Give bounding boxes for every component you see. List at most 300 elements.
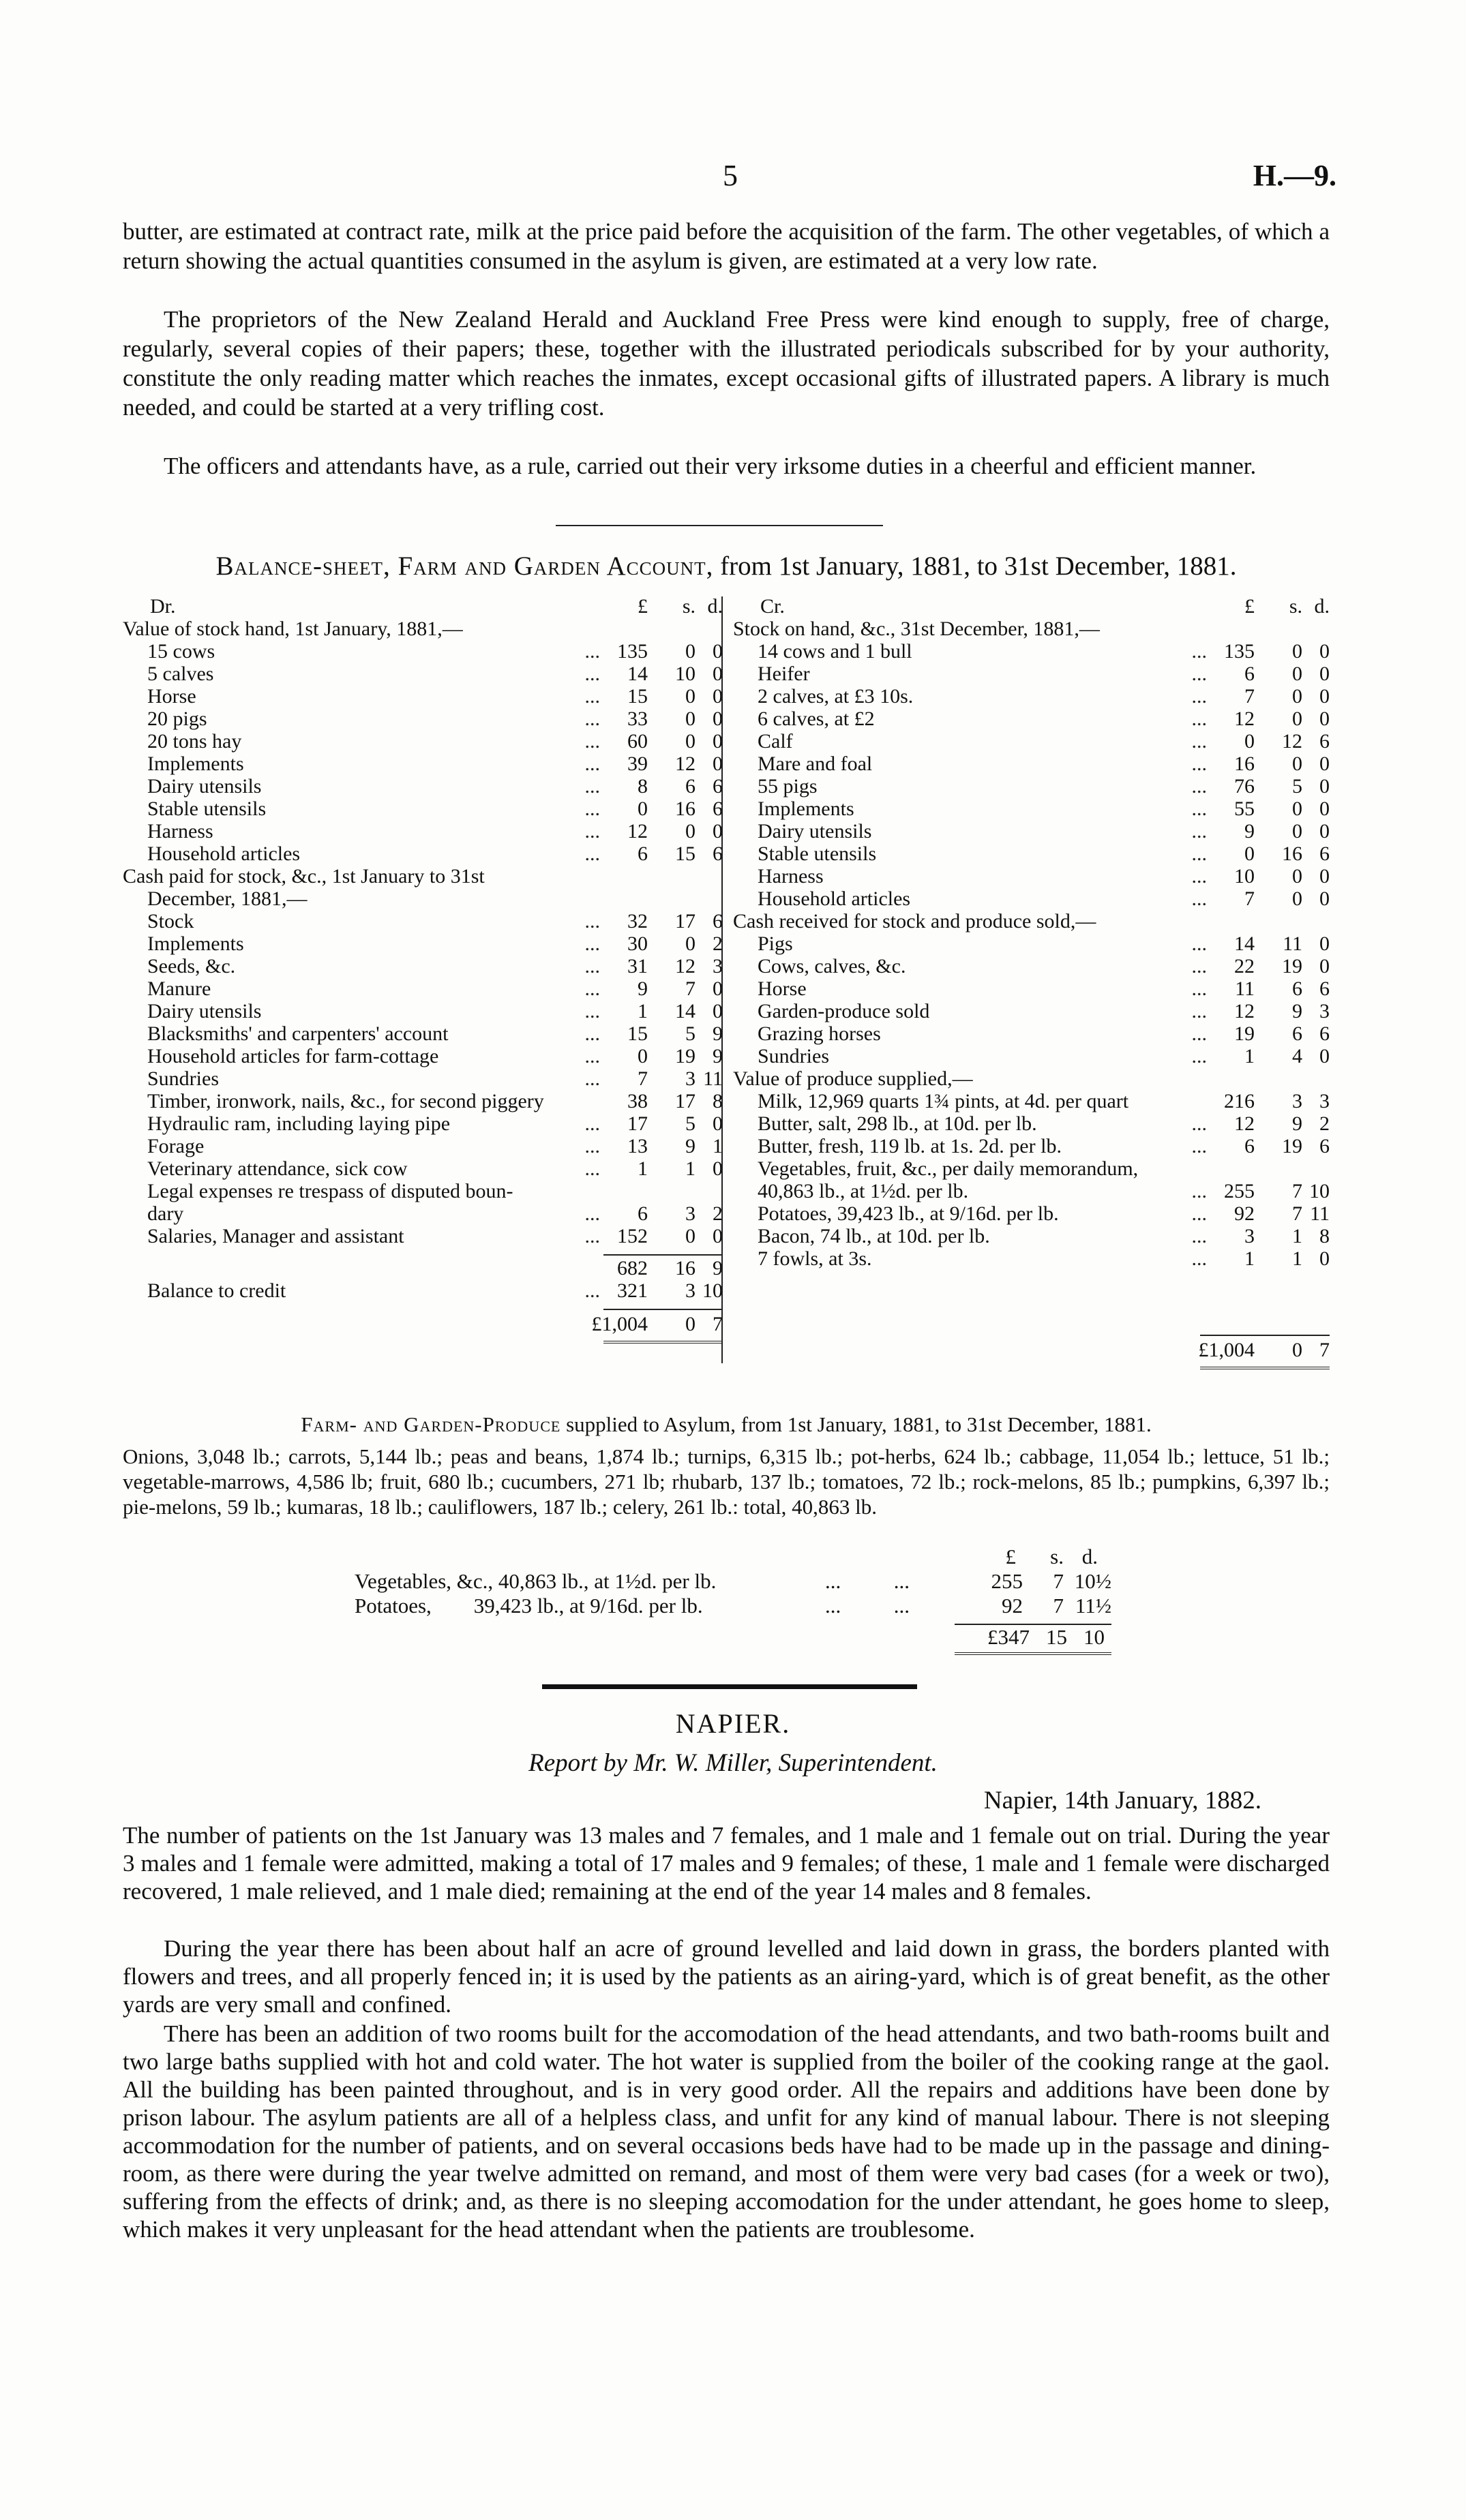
credit-header-row: [733, 595, 1330, 618]
debit-row: [123, 775, 723, 798]
credit-amount-s: 9: [1292, 1000, 1302, 1022]
debit-amount-d: 6: [713, 842, 723, 865]
debit-row-label: Implements: [147, 753, 244, 775]
debit-row: [123, 618, 723, 640]
produce-title: [123, 1412, 1330, 1437]
credit-row-label: 55 pigs: [758, 775, 818, 798]
credit-amount-l: 135: [1224, 640, 1255, 663]
debit-amount-s: 0: [685, 708, 695, 730]
debit-row-label: Household articles for farm-cottage: [147, 1045, 439, 1067]
leader-dots: ...: [1191, 663, 1207, 685]
credit-amount-l: 6: [1244, 1135, 1255, 1157]
produce-total-d: 10: [1083, 1625, 1105, 1649]
leader-dots: ...: [1191, 1000, 1207, 1022]
debit-amount-s: 17: [675, 910, 695, 932]
debit-amount-d: 2: [713, 932, 723, 955]
debit-amount-l: 135: [617, 640, 648, 663]
debit-row-label: Dairy utensils: [147, 1000, 262, 1022]
credit-row-label: Butter, salt, 298 lb., at 10d. per lb.: [758, 1112, 1037, 1135]
leader-dots: ...: [1191, 775, 1207, 798]
debit-side-label: Dr.: [150, 595, 176, 618]
credit-amount-s: 0: [1292, 865, 1302, 887]
produce-amount-d: 11½: [1075, 1594, 1111, 1618]
leader-dots: ...: [1191, 887, 1207, 910]
credit-amount-s: 0: [1292, 820, 1302, 842]
credit-amount-d: 0: [1319, 663, 1330, 685]
leader-dots: ...: [584, 1000, 600, 1022]
credit-amount-d: 0: [1319, 820, 1330, 842]
total-rule: [603, 1309, 723, 1310]
debit-balance-d: 10: [702, 1279, 723, 1302]
credit-row: [733, 1180, 1330, 1202]
leader-dots: ...: [584, 1279, 600, 1302]
credit-amount-l: 9: [1244, 820, 1255, 842]
debit-amount-d: 3: [713, 955, 723, 977]
debit-amount-l: 13: [627, 1135, 648, 1157]
credit-amount-s: 7: [1292, 1202, 1302, 1225]
credit-amount-d: 0: [1319, 1045, 1330, 1067]
credit-row-label: Cash received for stock and produce sold,—: [733, 910, 1096, 932]
debit-amount-s: 0: [685, 932, 695, 955]
debit-amount-d: 0: [713, 1225, 723, 1247]
credit-row: [733, 708, 1330, 730]
credit-row-label: Dairy utensils: [758, 820, 872, 842]
credit-amount-s: 19: [1282, 955, 1302, 977]
credit-row-label: Implements: [758, 798, 854, 820]
produce-header-row: [355, 1545, 1111, 1569]
leader-dots: ...: [1191, 1135, 1207, 1157]
credit-row-label: Harness: [758, 865, 824, 887]
debit-row: [123, 685, 723, 708]
leader-dots: ...: [584, 730, 600, 753]
debit-amount-l: 1: [638, 1157, 648, 1180]
credit-row: [733, 820, 1330, 842]
debit-row: [123, 1180, 723, 1202]
credit-amount-d: 0: [1319, 640, 1330, 663]
debit-total-d: 7: [713, 1313, 723, 1335]
produce-amount-l: 92: [1002, 1594, 1023, 1618]
leader-dots: ...: [584, 1067, 600, 1090]
leader-dots: ...: [1191, 955, 1207, 977]
leader-dots: ...: [1191, 1180, 1207, 1202]
debit-amount-d: 6: [713, 910, 723, 932]
debit-amount-s: 0: [685, 640, 695, 663]
leader-dots: ...: [584, 685, 600, 708]
debit-row-label: Household articles: [147, 842, 301, 865]
credit-amount-d: 0: [1319, 685, 1330, 708]
leader-dots: ...: [584, 1045, 600, 1067]
double-rule: [603, 1341, 723, 1346]
credit-amount-s: 19: [1282, 1135, 1302, 1157]
debit-amount-s: 0: [685, 730, 695, 753]
produce-amount-d: 10½: [1074, 1569, 1111, 1593]
debit-amount-l: 9: [638, 977, 648, 1000]
credit-amount-l: 22: [1234, 955, 1255, 977]
balance-sheet-title-caps: Balance-sheet, Farm and Garden Account,: [215, 551, 714, 581]
credit-amount-l: 12: [1234, 1000, 1255, 1022]
debit-amount-d: 0: [713, 753, 723, 775]
credit-amount-s: 0: [1292, 640, 1302, 663]
debit-row: [123, 1067, 723, 1090]
credit-row: [733, 910, 1330, 932]
debit-amount-l: 8: [638, 775, 648, 798]
credit-amount-d: 2: [1319, 1112, 1330, 1135]
leader-dots: ...: [1191, 1225, 1207, 1247]
section-divider: [556, 525, 883, 526]
debit-row: [123, 1022, 723, 1045]
credit-amount-s: 6: [1292, 977, 1302, 1000]
leader-dots: ...: [584, 708, 600, 730]
debit-row-label: Stock: [147, 910, 194, 932]
credit-amount-s: 7: [1292, 1180, 1302, 1202]
debit-row-label: Horse: [147, 685, 196, 708]
document-reference: H.—9.: [1253, 159, 1336, 192]
credit-amount-d: 0: [1319, 932, 1330, 955]
debit-amount-l: 32: [627, 910, 648, 932]
debit-amount-s: 14: [675, 1000, 695, 1022]
credit-row-label: Stable utensils: [758, 842, 877, 865]
credit-row-label: Value of produce supplied,—: [733, 1067, 973, 1090]
produce-col-d: d.: [1081, 1545, 1098, 1568]
produce-amount-s: 7: [1053, 1594, 1064, 1618]
debit-row-label: Forage: [147, 1135, 205, 1157]
credit-row: [733, 663, 1330, 685]
credit-amount-l: 0: [1244, 842, 1255, 865]
produce-col-l: £: [1005, 1545, 1016, 1568]
page-number: 5: [723, 159, 738, 192]
credit-row: [733, 1247, 1330, 1270]
credit-amount-s: 0: [1292, 663, 1302, 685]
debit-amount-l: 17: [627, 1112, 648, 1135]
debit-amount-d: 0: [713, 640, 723, 663]
credit-amount-s: 1: [1292, 1247, 1302, 1270]
balance-sheet-title: [123, 551, 1330, 581]
credit-row-label: Pigs: [758, 932, 793, 955]
produce-row: [355, 1594, 1111, 1618]
credit-amount-l: 55: [1234, 798, 1255, 820]
debit-row: [123, 977, 723, 1000]
credit-row-label: Cows, calves, &c.: [758, 955, 906, 977]
report-byline: Report by Mr. W. Miller, Superintendent.: [528, 1749, 938, 1777]
credit-row-label: Grazing horses: [758, 1022, 881, 1045]
debit-row-label: Timber, ironwork, nails, &c., for second piggery: [147, 1090, 544, 1112]
debit-col-d: d.: [707, 595, 723, 618]
balance-sheet-title-rest: from 1st January, 1881, to 31st December, 1881.: [713, 551, 1237, 581]
credit-amount-l: 216: [1224, 1090, 1255, 1112]
leader-dots: ...: [1191, 708, 1207, 730]
total-rule: [1200, 1335, 1330, 1336]
debit-amount-l: 12: [627, 820, 648, 842]
debit-amount-d: 9: [713, 1045, 723, 1067]
napier-paragraph-2: During the year there has been about half an acre of ground levelled and laid down in grass, the borders planted with flowers and trees, and all properly fenced in; it is used by the patients as an airing-yard, which is of great benefit, as the other yards are very small and confined.: [123, 1935, 1330, 2018]
credit-row: [733, 977, 1330, 1000]
leader-dots: ...: [584, 1112, 600, 1135]
credit-ledger: [733, 595, 1330, 1372]
credit-row: [733, 775, 1330, 798]
debit-amount-l: 0: [638, 798, 648, 820]
credit-amount-l: 10: [1234, 865, 1255, 887]
credit-row: [733, 1112, 1330, 1135]
leader-dots: ...: [1191, 685, 1207, 708]
debit-row-label: Implements: [147, 932, 244, 955]
produce-amount-s: 7: [1053, 1569, 1064, 1593]
leader-dots: ...: [584, 1157, 600, 1180]
debit-amount-d: 0: [713, 730, 723, 753]
leader-dots: ...: [584, 798, 600, 820]
debit-amount-d: 1: [713, 1135, 723, 1157]
debit-total: [123, 1313, 723, 1335]
debit-balance: [123, 1279, 723, 1302]
debit-amount-d: 0: [713, 977, 723, 1000]
intro-paragraph-2: The proprietors of the New Zealand Herald and Auckland Free Press were kind enough to supply, free of charge, regularly, several copies of their papers; these, together with the illustrated periodicals subscribed for by your authority, constitute the only reading matter which reaches the inmates, except occasional gifts of illustrated papers. A library is much needed, and could be started at a very trifling cost.: [123, 306, 1330, 421]
leader-dots: ...: [1191, 932, 1207, 955]
debit-row: [123, 910, 723, 932]
credit-amount-d: 6: [1319, 842, 1330, 865]
debit-row-label: Hydraulic ram, including laying pipe: [147, 1112, 451, 1135]
credit-amount-d: 0: [1319, 775, 1330, 798]
credit-amount-l: 1: [1244, 1045, 1255, 1067]
debit-amount-l: 39: [627, 753, 648, 775]
debit-row: [123, 798, 723, 820]
credit-row-label: Sundries: [758, 1045, 829, 1067]
credit-amount-d: 0: [1319, 865, 1330, 887]
debit-row: [123, 753, 723, 775]
credit-row-label: Bacon, 74 lb., at 10d. per lb.: [758, 1225, 990, 1247]
credit-total-s: 0: [1292, 1339, 1302, 1361]
credit-amount-l: 7: [1244, 685, 1255, 708]
debit-row: [123, 1090, 723, 1112]
debit-amount-s: 10: [675, 663, 695, 685]
credit-row: [733, 730, 1330, 753]
report-dateline: Napier, 14th January, 1882.: [983, 1787, 1261, 1815]
debit-amount-d: 0: [713, 1000, 723, 1022]
produce-row: [355, 1569, 1111, 1594]
credit-amount-d: 0: [1319, 708, 1330, 730]
credit-row-label: Garden-produce sold: [758, 1000, 930, 1022]
credit-amount-l: 92: [1234, 1202, 1255, 1225]
credit-amount-d: 6: [1319, 730, 1330, 753]
produce-amount-l: 255: [991, 1569, 1023, 1593]
debit-row: [123, 820, 723, 842]
debit-row-label: December, 1881,—: [147, 887, 308, 910]
leader-dots: ...: [1191, 1045, 1207, 1067]
credit-amount-s: 0: [1292, 708, 1302, 730]
debit-balance-label: Balance to credit: [147, 1279, 286, 1302]
debit-row-label: Stable utensils: [147, 798, 267, 820]
leader-dots: ...: [584, 820, 600, 842]
credit-row-label: Milk, 12,969 quarts 1¾ pints, at 4d. per quart: [758, 1090, 1129, 1112]
debit-row-label: Seeds, &c.: [147, 955, 236, 977]
credit-amount-s: 6: [1292, 1022, 1302, 1045]
debit-total-s: 0: [685, 1313, 695, 1335]
debit-row: [123, 887, 723, 910]
debit-row-label: 5 calves: [147, 663, 214, 685]
credit-amount-l: 12: [1234, 708, 1255, 730]
leader-dots: ...: [1191, 640, 1207, 663]
debit-amount-s: 0: [685, 1225, 695, 1247]
debit-row-label: Veterinary attendance, sick cow: [147, 1157, 408, 1180]
credit-row: [733, 932, 1330, 955]
intro-paragraph-3: The officers and attendants have, as a rule, carried out their very irksome duties in a cheerful and efficient manner.: [164, 453, 1257, 479]
ledger-divider: [721, 596, 723, 1363]
produce-row-label: Potatoes, 39,423 lb., at 9/16d. per lb.: [355, 1594, 703, 1618]
section-divider-thick: [542, 1684, 917, 1689]
debit-row: [123, 1045, 723, 1067]
produce-table: [355, 1545, 1111, 1658]
leader-dots: ...: [1191, 1202, 1207, 1225]
debit-row-label: Cash paid for stock, &c., 1st January to 31st: [123, 865, 485, 887]
credit-amount-d: 3: [1319, 1090, 1330, 1112]
debit-row: [123, 663, 723, 685]
credit-amount-s: 16: [1282, 842, 1302, 865]
credit-amount-d: 11: [1310, 1202, 1330, 1225]
debit-row-label: Legal expenses re trespass of disputed boun-: [147, 1180, 513, 1202]
debit-amount-d: 0: [713, 1112, 723, 1135]
napier-paragraph-1: The number of patients on the 1st January was 13 males and 7 females, and 1 male and 1 female out on trial. During the year 3 males and 1 female were admitted, making a total of 17 males and 9 females; of these, 1 male and 1 female were discharged recovered, 1 male relieved, and 1 male died; remaining at the end of the year 14 males and 8 females.: [123, 1822, 1330, 1904]
produce-list: Onions, 3,048 lb.; carrots, 5,144 lb.; peas and beans, 1,874 lb.; turnips, 6,315 lb.; pot-herbs, 624 lb.; cabbage, 11,054 lb.; lettuce, 51 lb.; vegetable-marrows, 4,586 lb; fruit, 680 lb.; cucumbers, 271 lb; rhubarb, 137 lb.; tomatoes, 72 lb.; rock-melons, 85 lb.; pumpkins, 6,397 lb.; pie-melons, 59 lb.; kumaras, 18 lb.; cauliflowers, 187 lb.; celery, 261 lb.: total, 40,863 lb.: [123, 1444, 1330, 1519]
debit-amount-l: 1: [638, 1000, 648, 1022]
debit-amount-s: 16: [675, 798, 695, 820]
leader-dots: ...: [584, 1225, 600, 1247]
leader-dots: ...: [584, 977, 600, 1000]
credit-amount-s: 0: [1292, 685, 1302, 708]
leader-dots: ...: [1191, 1022, 1207, 1045]
produce-total-s: 15: [1046, 1625, 1067, 1649]
credit-amount-l: 11: [1235, 977, 1255, 1000]
debit-row: [123, 1112, 723, 1135]
credit-row-label: Heifer: [758, 663, 810, 685]
credit-amount-d: 8: [1319, 1225, 1330, 1247]
credit-amount-d: 6: [1319, 977, 1330, 1000]
credit-total-d: 7: [1319, 1339, 1330, 1361]
debit-amount-l: 30: [627, 932, 648, 955]
produce-total-l: £347: [987, 1625, 1030, 1649]
credit-amount-l: 7: [1244, 887, 1255, 910]
credit-row: [733, 1045, 1330, 1067]
credit-amount-l: 12: [1234, 1112, 1255, 1135]
credit-amount-d: 0: [1319, 753, 1330, 775]
credit-row: [733, 1067, 1330, 1090]
credit-amount-l: 19: [1234, 1022, 1255, 1045]
leader-dots: ...: [584, 955, 600, 977]
credit-total: [733, 1339, 1330, 1361]
credit-amount-s: 3: [1292, 1090, 1302, 1112]
credit-row-label: 6 calves, at £2: [758, 708, 875, 730]
credit-amount-s: 11: [1283, 932, 1302, 955]
debit-ledger: [123, 595, 723, 1346]
debit-amount-s: 9: [685, 1135, 695, 1157]
debit-amount-d: 8: [713, 1090, 723, 1112]
credit-amount-d: 0: [1319, 955, 1330, 977]
debit-amount-l: 33: [627, 708, 648, 730]
debit-col-s: s.: [682, 595, 695, 618]
debit-row-label: Sundries: [147, 1067, 219, 1090]
debit-balance-s: 3: [685, 1279, 695, 1302]
debit-row-label: 20 pigs: [147, 708, 207, 730]
debit-amount-d: 0: [713, 685, 723, 708]
debit-amount-d: 0: [713, 1157, 723, 1180]
leader-dots: ... ...: [825, 1569, 910, 1593]
debit-row: [123, 865, 723, 887]
debit-col-l: £: [638, 595, 648, 618]
leader-dots: ...: [584, 753, 600, 775]
produce-title-caps: Farm- and Garden-Produce: [301, 1412, 561, 1436]
credit-amount-d: 10: [1309, 1180, 1330, 1202]
credit-amount-l: 6: [1244, 663, 1255, 685]
debit-subtotal-s: 16: [675, 1257, 695, 1279]
debit-row: [123, 730, 723, 753]
credit-amount-d: 6: [1319, 1135, 1330, 1157]
credit-amount-l: 16: [1234, 753, 1255, 775]
credit-row-label: Vegetables, fruit, &c., per daily memorandum,: [758, 1157, 1139, 1180]
credit-row: [733, 753, 1330, 775]
credit-amount-d: 3: [1319, 1000, 1330, 1022]
napier-heading: NAPIER.: [675, 1708, 791, 1739]
credit-row: [733, 1090, 1330, 1112]
debit-amount-l: 15: [627, 685, 648, 708]
debit-row-label: Salaries, Manager and assistant: [147, 1225, 404, 1247]
credit-amount-l: 1: [1244, 1247, 1255, 1270]
debit-row-label: Dairy utensils: [147, 775, 262, 798]
debit-amount-l: 14: [627, 663, 648, 685]
credit-col-s: s.: [1289, 595, 1302, 618]
debit-row: [123, 1000, 723, 1022]
debit-amount-l: 15: [627, 1022, 648, 1045]
debit-amount-s: 15: [675, 842, 695, 865]
debit-amount-d: 2: [713, 1202, 723, 1225]
credit-amount-l: 255: [1224, 1180, 1255, 1202]
produce-total-row: [355, 1625, 1111, 1650]
debit-amount-l: 38: [627, 1090, 648, 1112]
credit-row: [733, 798, 1330, 820]
debit-amount-d: 0: [713, 708, 723, 730]
leader-dots: ...: [584, 1022, 600, 1045]
leader-dots: ...: [584, 775, 600, 798]
debit-amount-l: 152: [617, 1225, 648, 1247]
leader-dots: ...: [584, 842, 600, 865]
credit-row: [733, 1135, 1330, 1157]
credit-amount-d: 0: [1319, 798, 1330, 820]
credit-row-label: Calf: [758, 730, 793, 753]
debit-row: [123, 1202, 723, 1225]
produce-title-rest: supplied to Asylum, from 1st January, 1881, to 31st December, 1881.: [560, 1412, 1152, 1436]
credit-col-l: £: [1244, 595, 1255, 618]
debit-amount-l: 31: [627, 955, 648, 977]
credit-side-label: Cr.: [760, 595, 785, 618]
debit-amount-s: 5: [685, 1112, 695, 1135]
debit-amount-s: 0: [685, 820, 695, 842]
debit-row-label: Manure: [147, 977, 211, 1000]
credit-row: [733, 1202, 1330, 1225]
leader-dots: ...: [1191, 730, 1207, 753]
credit-row-label: Mare and foal: [758, 753, 873, 775]
debit-amount-s: 12: [675, 955, 695, 977]
debit-subtotal-l: 682: [617, 1257, 648, 1279]
debit-header-row: [123, 595, 723, 618]
credit-row-label: Potatoes, 39,423 lb., at 9/16d. per lb.: [758, 1202, 1059, 1225]
credit-row-label: 14 cows and 1 bull: [758, 640, 912, 663]
credit-amount-d: 0: [1319, 1247, 1330, 1270]
double-rule: [1200, 1367, 1330, 1372]
debit-amount-s: 19: [675, 1045, 695, 1067]
credit-row: [733, 640, 1330, 663]
debit-row-label: Blacksmiths' and carpenters' account: [147, 1022, 449, 1045]
produce-col-s: s.: [1050, 1545, 1064, 1568]
credit-amount-s: 1: [1292, 1225, 1302, 1247]
credit-amount-s: 4: [1292, 1045, 1302, 1067]
debit-row: [123, 708, 723, 730]
credit-row: [733, 1000, 1330, 1022]
